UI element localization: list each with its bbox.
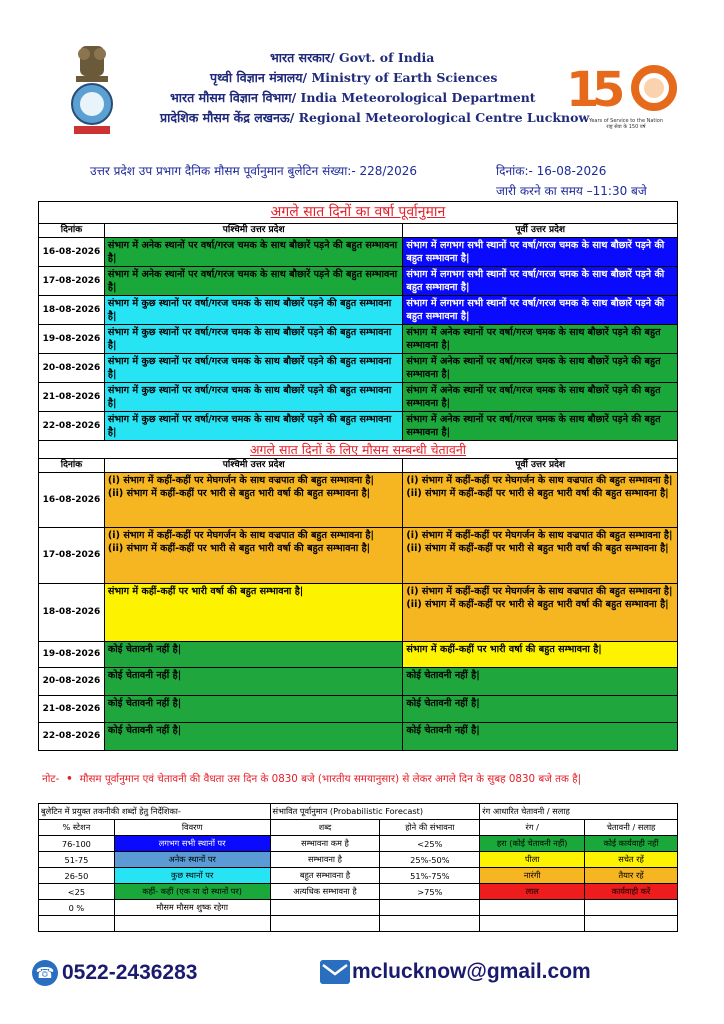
note-text: मौसम पूर्वानुमान एवं चेतावनी की वैधता उस दिन के 0830 बजे (भारतीय समयानुसार) से लेकर अगले दिन के सुबह 0830 बजे तक है| [79, 773, 582, 785]
bullet-icon: • [62, 773, 77, 785]
forecast-title-row [39, 202, 678, 224]
forecast-title: अगले सात दिनों का वर्षा पूर्वानुमान [39, 202, 678, 224]
col-header-west: पश्चिमी उत्तर प्रदेश [104, 224, 403, 238]
warning-date: 18-08-2026 [39, 584, 105, 642]
forecast-row [39, 383, 678, 412]
bulletin-title: उत्तर प्रदेश उप प्रभाग दैनिक मौसम पूर्वानुमान बुलेटिन संख्या:- 228/2026 [90, 164, 417, 178]
forecast-row [39, 296, 678, 325]
warning-date: 22-08-2026 [39, 723, 105, 751]
forecast-date: 17-08-2026 [39, 267, 105, 296]
warning-east: (i) संभाग में कहीं-कहीं पर मेघगर्जन के साथ वज्रपात की बहुत सम्भावना है| (ii) संभाग में कहीं-कहीं पर भारी से बहुत भारी वर्षा की बहुत सम्भावना है| [403, 473, 678, 528]
forecast-date: 19-08-2026 [39, 325, 105, 354]
legend-row [39, 852, 678, 868]
warning-date: 16-08-2026 [39, 473, 105, 528]
forecast-east: संभाग में अनेक स्थानों पर वर्षा/गरज चमक के साथ बौछारें पड़ने की बहुत सम्भावना है| [403, 412, 678, 441]
svg-text:5: 5 [592, 62, 626, 112]
footer-phone [32, 960, 197, 986]
legend-subheader: विवरण [114, 820, 270, 836]
legend-heading-probabilistic: संभावित पूर्वानुमान (Probabilistic Forecast) [270, 804, 480, 820]
legend-word: सम्भावना है [270, 852, 380, 868]
legend-row [39, 836, 678, 852]
legend-description: लगभग सभी स्थानों पर [114, 836, 270, 852]
col-header-east: पूर्वी उत्तर प्रदेश [403, 459, 678, 473]
legend-word [270, 900, 380, 916]
warning-west: संभाग में कहीं-कहीं पर भारी वर्षा की बहुत सम्भावना है| [104, 584, 403, 642]
logo-150-graphic [566, 62, 686, 112]
legend-color: पीला [480, 852, 585, 868]
legend-probability: >75% [380, 884, 480, 900]
legend-table [38, 803, 678, 932]
legend-advice: तैयार रहें [585, 868, 678, 884]
forecast-row [39, 354, 678, 383]
legend-row [39, 916, 678, 932]
warning-date: 21-08-2026 [39, 696, 105, 723]
legend-row [39, 884, 678, 900]
forecast-east: संभाग में अनेक स्थानों पर वर्षा/गरज चमक के साथ बौछारें पड़ने की बहुत सम्भावना है| [403, 325, 678, 354]
forecast-east: संभाग में लगभग सभी स्थानों पर वर्षा/गरज चमक के साथ बौछारें पड़ने की बहुत सम्भावना है| [403, 267, 678, 296]
warning-row [39, 584, 678, 642]
legend-percent: 0 % [39, 900, 115, 916]
legend-subheader: चेतावनी / सलाह [585, 820, 678, 836]
legend-description [114, 916, 270, 932]
legend-subheader: रंग / [480, 820, 585, 836]
forecast-west: संभाग में अनेक स्थानों पर वर्षा/गरज चमक के साथ बौछारें पड़ने की बहुत सम्भावना है| [104, 267, 403, 296]
legend-description: मौसम मौसम शुष्क रहेगा [114, 900, 270, 916]
page-header [0, 0, 724, 140]
footer-email [320, 960, 591, 984]
issue-time: जारी करने का समय –11:30 बजे [496, 184, 647, 198]
legend-heading-color: रंग आधारित चेतावनी / सलाह [480, 804, 678, 820]
header-line-govt: भारत सरकार/ Govt. of India [270, 50, 435, 65]
legend-advice: कोई कार्यवाही नहीं [585, 836, 678, 852]
warning-title-row [39, 441, 678, 459]
forecast-date: 22-08-2026 [39, 412, 105, 441]
warning-date: 19-08-2026 [39, 642, 105, 668]
warning-east: कोई चेतावनी नहीं है| [403, 668, 678, 696]
warning-east: (i) संभाग में कहीं-कहीं पर मेघगर्जन के साथ वज्रपात की बहुत सम्भावना है| (ii) संभाग में कहीं-कहीं पर भारी से बहुत भारी वर्षा की बहुत सम्भावना है| [403, 584, 678, 642]
legend-probability [380, 900, 480, 916]
legend-row [39, 900, 678, 916]
forecast-west: संभाग में अनेक स्थानों पर वर्षा/गरज चमक के साथ बौछारें पड़ने की बहुत सम्भावना है| [104, 238, 403, 267]
forecast-header-row [39, 224, 678, 238]
warning-row [39, 528, 678, 584]
legend-advice [585, 900, 678, 916]
warning-west: कोई चेतावनी नहीं है| [104, 696, 403, 723]
email-icon [320, 960, 350, 984]
logo-tagline-hindi: राष्ट्र सेवा के 150 वर्ष [606, 124, 646, 130]
legend-advice [585, 916, 678, 932]
header-line-rmc: प्रादेशिक मौसम केंद्र लखनऊ/ Regional Meteorological Centre Lucknow [160, 110, 590, 125]
warning-east: (i) संभाग में कहीं-कहीं पर मेघगर्जन के साथ वज्रपात की बहुत सम्भावना है| (ii) संभाग में कहीं-कहीं पर भारी से बहुत भारी वर्षा की बहुत सम्भावना है| [403, 528, 678, 584]
phone-icon: ☎ [32, 960, 58, 986]
warning-row [39, 723, 678, 751]
legend-percent [39, 916, 115, 932]
warning-row [39, 668, 678, 696]
col-header-date: दिनांक [39, 224, 105, 238]
forecast-row [39, 238, 678, 267]
warning-east: कोई चेतावनी नहीं है| [403, 696, 678, 723]
legend-color: लाल [480, 884, 585, 900]
legend-percent: 26-50 [39, 868, 115, 884]
forecast-row [39, 412, 678, 441]
warning-west: (i) संभाग में कहीं-कहीं पर मेघगर्जन के साथ वज्रपात की बहुत सम्भावना है| (ii) संभाग में कहीं-कहीं पर भारी से बहुत भारी वर्षा की बहुत सम्भावना है| [104, 473, 403, 528]
legend-subheader: शब्द [270, 820, 380, 836]
legend-color: नारंगी [480, 868, 585, 884]
header-line-ministry: पृथ्वी विज्ञान मंत्रालय/ Ministry of Earth Sciences [210, 70, 498, 85]
forecast-east: संभाग में लगभग सभी स्थानों पर वर्षा/गरज चमक के साथ बौछारें पड़ने की बहुत सम्भावना है| [403, 296, 678, 325]
warning-row [39, 696, 678, 723]
svg-text:1: 1 [566, 62, 600, 112]
legend-word: सम्भावना कम है [270, 836, 380, 852]
forecast-west: संभाग में कुछ स्थानों पर वर्षा/गरज चमक के साथ बौछारें पड़ने की बहुत सम्भावना है| [104, 412, 403, 441]
legend-percent: 51-75 [39, 852, 115, 868]
legend-word: अत्यधिक सम्भावना है [270, 884, 380, 900]
legend-percent: <25 [39, 884, 115, 900]
forecast-row [39, 325, 678, 354]
forecast-row [39, 267, 678, 296]
legend-row [39, 868, 678, 884]
forecast-date: 18-08-2026 [39, 296, 105, 325]
legend-subheader-row [39, 820, 678, 836]
legend-probability: <25% [380, 836, 480, 852]
legend-probability: 51%-75% [380, 868, 480, 884]
legend-color [480, 900, 585, 916]
forecast-east: संभाग में अनेक स्थानों पर वर्षा/गरज चमक के साथ बौछारें पड़ने की बहुत सम्भावना है| [403, 383, 678, 412]
phone-number[interactable]: 0522-2436283 [62, 961, 198, 984]
legend-description: कहीं- कहीं (एक या दो स्थानों पर) [114, 884, 270, 900]
warning-date: 20-08-2026 [39, 668, 105, 696]
forecast-east: संभाग में अनेक स्थानों पर वर्षा/गरज चमक के साथ बौछारें पड़ने की बहुत सम्भावना है| [403, 354, 678, 383]
forecast-west: संभाग में कुछ स्थानों पर वर्षा/गरज चमक के साथ बौछारें पड़ने की बहुत सम्भावना है| [104, 383, 403, 412]
legend-color: हरा (कोई चेतावनी नहीं) [480, 836, 585, 852]
legend-description: अनेक स्थानों पर [114, 852, 270, 868]
warning-west: (i) संभाग में कहीं-कहीं पर मेघगर्जन के साथ वज्रपात की बहुत सम्भावना है| (ii) संभाग में कहीं-कहीं पर भारी से बहुत भारी वर्षा की बहुत सम्भावना है| [104, 528, 403, 584]
warning-west: कोई चेतावनी नहीं है| [104, 723, 403, 751]
forecast-west: संभाग में कुछ स्थानों पर वर्षा/गरज चमक के साथ बौछारें पड़ने की बहुत सम्भावना है| [104, 325, 403, 354]
legend-subheader: होने की संभावना [380, 820, 480, 836]
forecast-east: संभाग में लगभग सभी स्थानों पर वर्षा/गरज चमक के साथ बौछारें पड़ने की बहुत सम्भावना है| [403, 238, 678, 267]
col-header-east: पूर्वी उत्तर प्रदेश [403, 224, 678, 238]
imd-150-years-logo [566, 62, 686, 130]
legend-subheader: % स्टेशन [39, 820, 115, 836]
forecast-date: 16-08-2026 [39, 238, 105, 267]
warning-east: कोई चेतावनी नहीं है| [403, 723, 678, 751]
forecast-date: 21-08-2026 [39, 383, 105, 412]
header-titles [160, 48, 590, 128]
warning-date: 17-08-2026 [39, 528, 105, 584]
col-header-date: दिनांक [39, 459, 105, 473]
national-emblem-icon [62, 42, 122, 137]
warning-header-row [39, 459, 678, 473]
legend-description: कुछ स्थानों पर [114, 868, 270, 884]
legend-heading-terms: बुलेटिन में प्रयुक्त तकनीकी शब्दों हेतु निर्देशिका- [39, 804, 271, 820]
warning-east: संभाग में कहीं-कहीं पर भारी वर्षा की बहुत सम्भावना है| [403, 642, 678, 668]
warning-west: कोई चेतावनी नहीं है| [104, 668, 403, 696]
legend-advice: सचेत रहें [585, 852, 678, 868]
legend-word [270, 916, 380, 932]
warning-west: कोई चेतावनी नहीं है| [104, 642, 403, 668]
warning-title: अगले सात दिनों के लिए मौसम सम्बन्धी चेतावनी [39, 441, 678, 459]
warning-row [39, 642, 678, 668]
warning-row [39, 473, 678, 528]
note-label: नोट- [42, 773, 60, 785]
forecast-west: संभाग में कुछ स्थानों पर वर्षा/गरज चमक के साथ बौछारें पड़ने की बहुत सम्भावना है| [104, 296, 403, 325]
bulletin-date: दिनांक:- 16-08-2026 [496, 164, 607, 178]
legend-color [480, 916, 585, 932]
logo-tagline: Years of Service to the Nation [588, 118, 664, 124]
legend-probability [380, 916, 480, 932]
bulletin-title-line [90, 162, 607, 179]
col-header-west: पश्चिमी उत्तर प्रदेश [104, 459, 403, 473]
forecast-date: 20-08-2026 [39, 354, 105, 383]
validity-note [42, 772, 581, 786]
legend-probability: 25%-50% [380, 852, 480, 868]
legend-word: बहुत सम्भावना है [270, 868, 380, 884]
legend-advice: कार्यवाही करें [585, 884, 678, 900]
header-line-imd: भारत मौसम विज्ञान विभाग/ India Meteorological Department [170, 90, 536, 105]
forecast-west: संभाग में कुछ स्थानों पर वर्षा/गरज चमक के साथ बौछारें पड़ने की बहुत सम्भावना है| [104, 354, 403, 383]
email-address[interactable]: mclucknow@gmail.com [352, 960, 591, 983]
forecast-warning-table [38, 201, 678, 751]
legend-percent: 76-100 [39, 836, 115, 852]
legend-header-row [39, 804, 678, 820]
